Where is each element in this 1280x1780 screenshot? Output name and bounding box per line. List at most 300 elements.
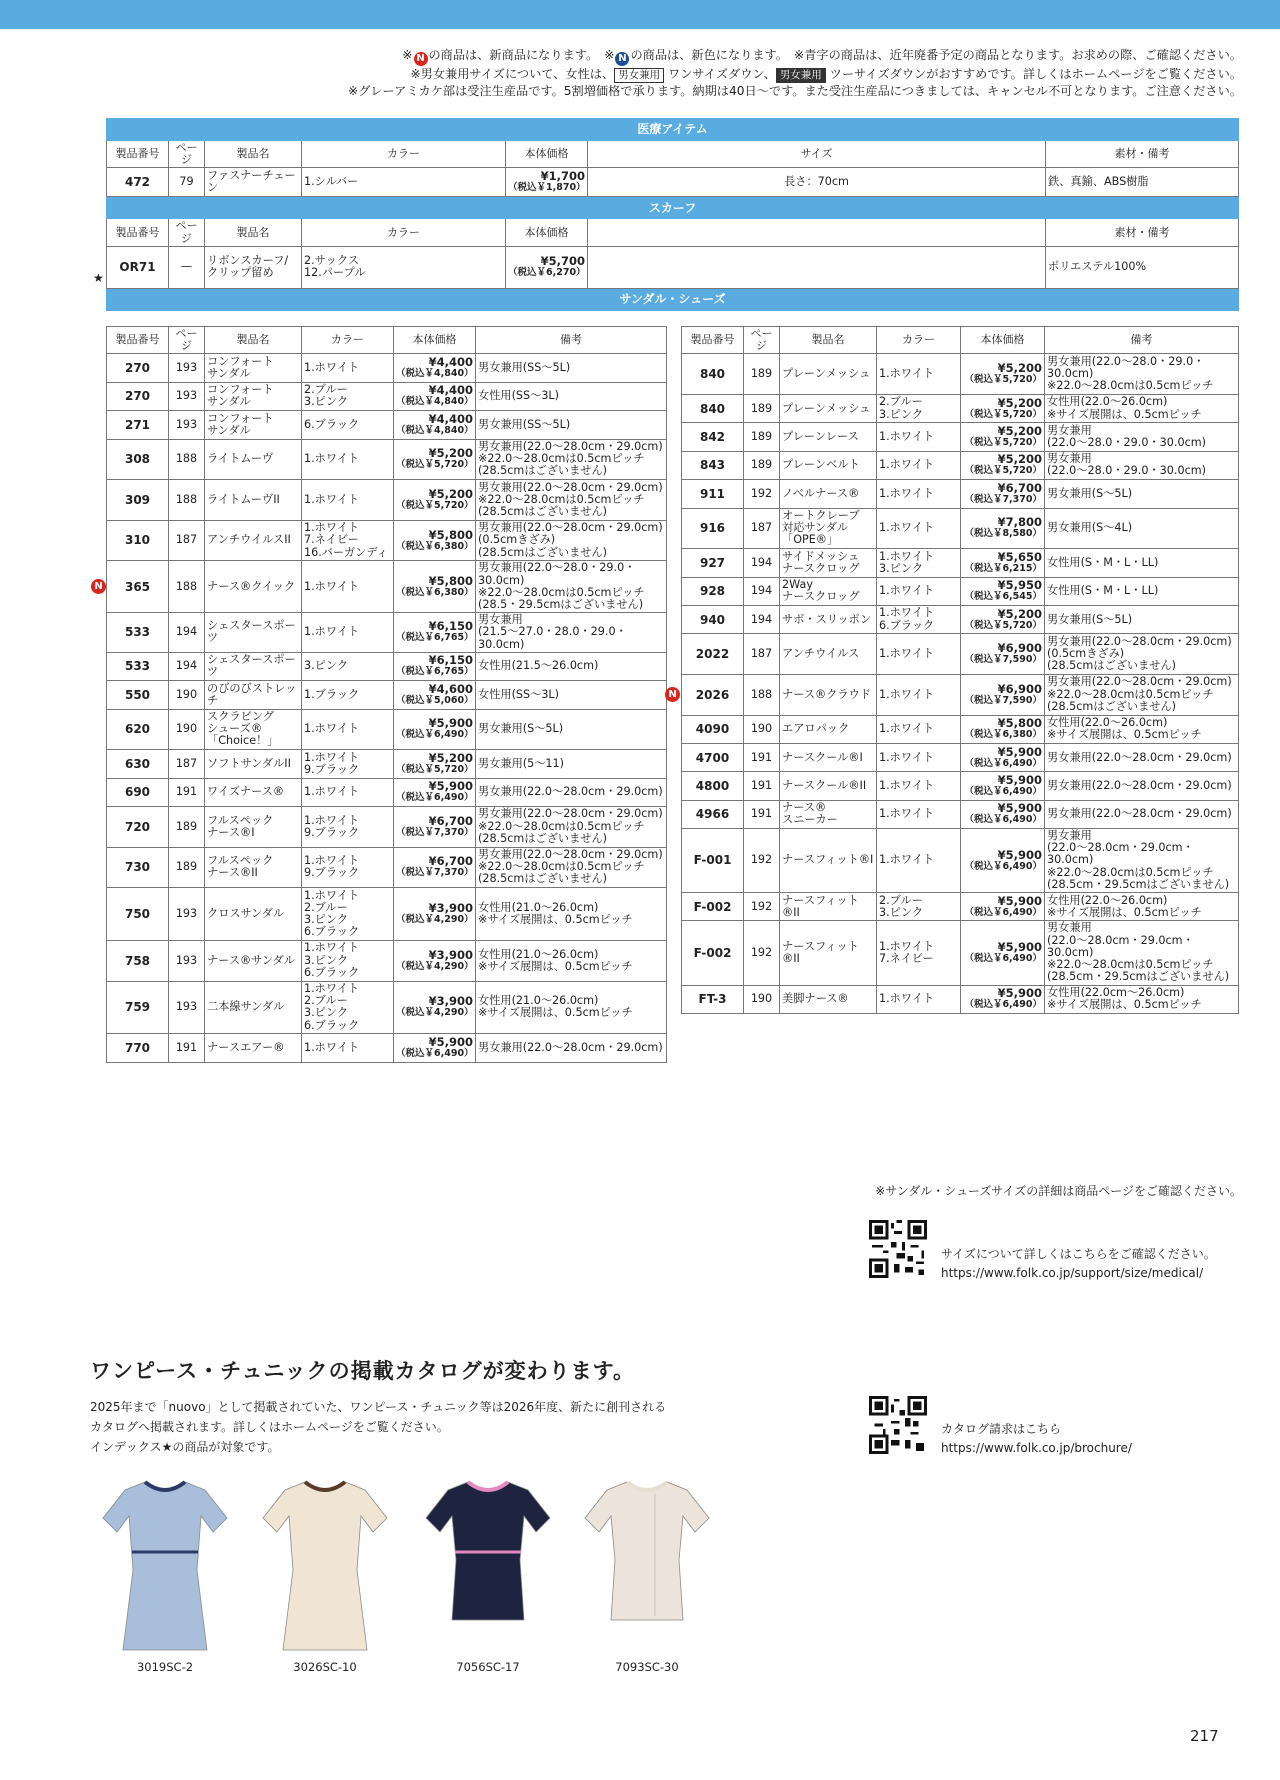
col-color: カラー	[302, 141, 506, 168]
product-color: 1.ホワイト 3.ピンク	[877, 549, 961, 577]
product-name: サイドメッシュ ナースクロッグ	[780, 549, 877, 577]
table-row	[682, 451, 1239, 479]
product-remarks: 男女兼用(22.0〜28.0cm・29.0cm) (0.5cmきざみ) (28.5cmはございません)	[476, 520, 667, 561]
product-remarks: 男女兼用(22.0〜28.0cm・29.0cm) (0.5cmきざみ) (28.5cmはございません)	[1045, 634, 1239, 675]
product-color: 1.ホワイト	[877, 715, 961, 743]
product-remarks: 男女兼用(22.0〜28.0・29.0・30.0cm) ※22.0〜28.0cmは0.5cmピッチ (28.5・29.5cmはございません)	[476, 561, 667, 613]
product-code-caption: 7093SC-30	[615, 1660, 679, 1674]
product-name: 二本線サンダル	[205, 981, 302, 1034]
product-price: ¥5,900 （税込￥6,490）	[961, 772, 1045, 800]
product-remarks: 男女兼用(S〜5L)	[476, 709, 667, 750]
product-price: ¥5,200 （税込￥5,720）	[961, 423, 1045, 451]
table-row	[682, 605, 1239, 633]
product-code: 4966	[682, 800, 744, 828]
catalog-link-block: カタログ請求はこちら https://www.folk.co.jp/brochure/	[941, 1420, 1132, 1458]
product-color: 1.ホワイト 9.ブラック	[302, 750, 394, 778]
page-ref: 192	[744, 893, 780, 921]
product-price: ¥5,950 （税込￥6,545）	[961, 577, 1045, 605]
catalog-heading: ワンピース・チュニックの掲載カタログが変わります。	[90, 1359, 635, 1383]
product-price: ¥4,400 （税込￥4,840）	[394, 411, 476, 439]
page-ref: 189	[169, 847, 205, 888]
page-number: 217	[1190, 1727, 1219, 1745]
product-image-3019sc-2	[95, 1470, 235, 1660]
notice-line-2: ※男女兼用サイズについて、女性は、 男女兼用 ワンサイズダウン、 男女兼用 ツーサイズダウンがおすすめです。詳しくはホームページをご覧ください。	[410, 67, 1242, 81]
product-image-7056sc-17	[418, 1470, 558, 1660]
size-link-url[interactable]: https://www.folk.co.jp/support/size/medical/	[941, 1266, 1204, 1280]
product-price: ¥5,800 （税込￥6,380）	[394, 561, 476, 613]
table-row	[682, 743, 1239, 771]
dress-body	[103, 1482, 227, 1650]
product-remarks: 女性用(21.0〜26.0cm) ※サイズ展開は、0.5cmピッチ	[476, 888, 667, 941]
product-price: ¥6,700 （税込￥7,370）	[394, 806, 476, 847]
dress-body	[585, 1482, 709, 1620]
product-code: 720	[107, 806, 169, 847]
product-code: 533	[107, 652, 169, 680]
table-row	[107, 168, 1239, 197]
product-remarks: 男女兼用(22.0〜28.0cm・29.0cm) ※22.0〜28.0cmは0.5cmピッチ (28.5cmはございません)	[476, 439, 667, 480]
product-code: 4700	[682, 743, 744, 771]
page-ref: 79	[169, 168, 205, 197]
product-color: 1.ホワイト	[302, 354, 394, 382]
product-name: プレーンレース	[780, 423, 877, 451]
table-row	[107, 520, 667, 561]
product-price: ¥5,200 （税込￥5,720）	[394, 480, 476, 521]
product-code-caption: 3026SC-10	[293, 1660, 357, 1674]
product-code: 2026	[682, 674, 744, 715]
product-remarks: 男女兼用(SS〜5L)	[476, 411, 667, 439]
product-code: 690	[107, 778, 169, 806]
product-name: ナースエアー®	[205, 1034, 302, 1062]
product-color: 1.ホワイト 9.ブラック	[302, 806, 394, 847]
product-price: ¥4,400 （税込￥4,840）	[394, 354, 476, 382]
product-code: 630	[107, 750, 169, 778]
product-price: ¥6,900 （税込￥7,590）	[961, 634, 1045, 675]
page-ref: 194	[169, 652, 205, 680]
table-row	[682, 921, 1239, 985]
product-color: 2.ブルー 3.ピンク	[877, 395, 961, 423]
product-code: 2022	[682, 634, 744, 675]
page-ref: 188	[169, 439, 205, 480]
product-code: 840	[682, 395, 744, 423]
size-qr-code[interactable]	[869, 1220, 927, 1278]
product-name: リボンスカーフ/ クリップ留め	[205, 246, 302, 288]
col-name: 製品名	[205, 141, 302, 168]
page-ref: 193	[169, 354, 205, 382]
product-code: 842	[682, 423, 744, 451]
product-code: 840	[682, 354, 744, 395]
table-row	[107, 940, 667, 981]
product-remarks: 男女兼用(22.0〜28.0cm・29.0cm)	[1045, 772, 1239, 800]
notice-block	[92, 47, 1242, 100]
product-price: ¥5,900 （税込￥6,490）	[961, 893, 1045, 921]
col-code: 製品番号	[107, 141, 169, 168]
product-remarks: 男女兼用 (22.0〜28.0cm・29.0cm・30.0cm) ※22.0〜28.0cmは0.5cmピッチ (28.5cm・29.5cmはございません)	[1045, 921, 1239, 985]
sandal-size-footnote: ※サンダル・シューズサイズの詳細は商品ページをご確認ください。	[875, 1184, 1242, 1198]
product-remarks: 男女兼用 (22.0〜28.0・29.0・30.0cm)	[1045, 451, 1239, 479]
sandal-section-title: サンダル・シューズ	[107, 288, 1239, 310]
product-name: ソフトサンダルII	[205, 750, 302, 778]
product-name: シェスタースポーツ	[205, 652, 302, 680]
product-color: 1.ホワイト	[877, 674, 961, 715]
product-color: 1.ホワイト	[877, 985, 961, 1013]
product-name: エアロパック	[780, 715, 877, 743]
page-ref: 189	[744, 354, 780, 395]
col-material: 素材・備考	[1046, 141, 1239, 168]
product-name: ワイズナース®	[205, 778, 302, 806]
page-ref: 192	[744, 480, 780, 508]
table-row	[107, 411, 667, 439]
table-row	[107, 681, 667, 709]
product-code: F-001	[682, 829, 744, 893]
product-name: コンフォート サンダル	[205, 411, 302, 439]
page-ref: 187	[169, 750, 205, 778]
product-color: 2.サックス 12.パープル	[302, 246, 506, 288]
product-material: ポリエステル100%	[1046, 246, 1239, 288]
product-code: 550	[107, 681, 169, 709]
page-ref: 189	[744, 423, 780, 451]
page-ref: 190	[744, 715, 780, 743]
new-color-badge: N	[615, 52, 629, 66]
product-name: ナースクール®I	[780, 743, 877, 771]
product-remarks: 男女兼用 (21.5〜27.0・28.0・29.0・30.0cm)	[476, 613, 667, 653]
product-remarks: 女性用(SS〜3L)	[476, 382, 667, 410]
product-remarks: 女性用(SS〜3L)	[476, 681, 667, 709]
page-ref: 193	[169, 981, 205, 1034]
product-remarks: 女性用(22.0〜26.0cm) ※サイズ展開は、0.5cmピッチ	[1045, 395, 1239, 423]
product-color: 1.ホワイト	[877, 480, 961, 508]
product-price: ¥6,700 （税込￥7,370）	[961, 480, 1045, 508]
product-size: 長さ：70cm	[588, 168, 1046, 197]
page-ref: —	[169, 246, 205, 288]
product-code: 620	[107, 709, 169, 750]
product-color: 1.ホワイト 7.ネイビー 16.バーガンディ	[302, 520, 394, 561]
product-price: ¥6,150 （税込￥6,765）	[394, 613, 476, 653]
table-row	[682, 508, 1239, 549]
product-color: 1.ホワイト 3.ピンク 6.ブラック	[302, 940, 394, 981]
product-code: OR71	[107, 246, 169, 288]
product-price: ¥5,200 （税込￥5,720）	[961, 395, 1045, 423]
product-code: 928	[682, 577, 744, 605]
page-ref: 193	[169, 382, 205, 410]
product-name: アンチウイルス	[780, 634, 877, 675]
page-ref: 191	[169, 1034, 205, 1062]
product-color: 1.ホワイト	[877, 800, 961, 828]
product-color: 1.ホワイト	[302, 439, 394, 480]
product-remarks: 女性用(S・M・L・LL)	[1045, 577, 1239, 605]
table-row	[682, 985, 1239, 1013]
product-code-caption: 3019SC-2	[136, 1660, 194, 1674]
product-code: 843	[682, 451, 744, 479]
product-code: 758	[107, 940, 169, 981]
product-name: ナース®クイック	[205, 561, 302, 613]
product-color: 1.ホワイト	[877, 829, 961, 893]
col-price: 本体価格	[506, 141, 588, 168]
product-name: ナースフィット®II	[780, 893, 877, 921]
unisex-tag-outline: 男女兼用	[614, 68, 664, 83]
product-name: のびのびストレッチ	[205, 681, 302, 709]
table-row	[107, 981, 667, 1034]
product-name: オートクレーブ 対応サンダル 「OPE®」	[780, 508, 877, 549]
product-price: ¥6,900 （税込￥7,590）	[961, 674, 1045, 715]
table-row	[107, 888, 667, 941]
product-name: フルスペック ナース®I	[205, 806, 302, 847]
page-ref: 191	[744, 772, 780, 800]
table-row	[107, 439, 667, 480]
product-remarks: 男女兼用(22.0〜28.0cm・29.0cm)	[1045, 800, 1239, 828]
product-color: 2.ブルー 3.ピンク	[877, 893, 961, 921]
product-remarks: 男女兼用(22.0〜28.0cm・29.0cm) ※22.0〜28.0cmは0.5cmピッチ (28.5cmはございません)	[476, 806, 667, 847]
product-code: 4800	[682, 772, 744, 800]
table-row	[682, 634, 1239, 675]
product-image-7093sc-30	[577, 1470, 717, 1660]
new-product-mark: N	[665, 687, 680, 702]
product-price: ¥5,200 （税込￥5,720）	[394, 439, 476, 480]
product-price: ¥5,900 （税込￥6,490）	[394, 709, 476, 750]
page-ref: 190	[169, 681, 205, 709]
product-color: 1.ブラック	[302, 681, 394, 709]
product-name: プレーンメッシュ	[780, 395, 877, 423]
product-name: コンフォート サンダル	[205, 354, 302, 382]
table-row	[682, 577, 1239, 605]
table-row	[107, 652, 667, 680]
product-name: ライトムーヴII	[205, 480, 302, 521]
product-price: ¥5,900 （税込￥6,490）	[961, 743, 1045, 771]
product-code: 911	[682, 480, 744, 508]
page-ref: 188	[169, 480, 205, 521]
product-price: ¥5,650 （税込￥6,215）	[961, 549, 1045, 577]
product-name: ナースフィット®II	[780, 921, 877, 985]
product-name: アンチウイルスII	[205, 520, 302, 561]
product-price: ¥5,900 （税込￥6,490）	[394, 1034, 476, 1062]
product-price: ¥6,700 （税込￥7,370）	[394, 847, 476, 888]
page-ref: 192	[744, 921, 780, 985]
product-remarks: 男女兼用(22.0〜28.0cm・29.0cm) ※22.0〜28.0cmは0.5cmピッチ (28.5cmはございません)	[476, 847, 667, 888]
star-index-mark: ★	[93, 271, 104, 285]
product-code: F-002	[682, 921, 744, 985]
product-image-3026sc-10	[255, 1470, 395, 1660]
page-ref: 187	[744, 508, 780, 549]
sandal-table-right: 製品番号 ページ 製品名 カラー 本体価格 備考 840 189 プレーンメッシュ 1.ホワイト ¥5,200 （税込￥5,720） 男女兼用(22.0〜28.0・29.0・ 30.0cm) ※22.0〜28.0cmは0.5cmピッチ 840 189 プレーンメッシュ 2.ブルー 3.ピンク ¥5,200 （税込￥5,720） 女性用(22.0〜26.0cm) ※サイズ展開は、0.5cmピッチ 842 189 プレーンレース 1.ホワイト ¥5,200 （税込￥5,720） 男女兼用 (22.0〜28.0・29.0・30.0cm) 843 189 プレーンベルト 1.ホワイト ¥5,200 （税込￥5,720） 男女兼用 (22.0〜28.0・29.0・30.0cm) 911 192 ノベルナース® 1.ホワイト ¥6,700 （税込￥7,370） 男女兼用(S〜5L) 916 187 オートクレーブ 対応サンダル 「OPE®」 1.ホワイト ¥7,800 （税込￥8,580） 男女兼用(S〜4L) 927 194 サイドメッシュ ナースクロッグ 1.ホワイト 3.ピンク ¥5,650 （税込￥6,215） 女性用(S・M・L・LL) 928 194 2Way ナースクロッグ 1.ホワイト ¥5,950 （税込￥6,545） 女性用(S・M・L・LL) 940 194 サボ・スリッポン 1.ホワイト 6.ブラック ¥5,200 （税込￥5,720） 男女兼用(S〜5L) 2022 187 アンチウイルス 1.ホワイト ¥6,900 （税込￥7,590） 男女兼用(22.0〜28.0cm・29.0cm) (0.5cmきざみ) (28.5cmはございません) 2026 188 ナース®クラウド 1.ホワイト ¥6,900 （税込￥7,590） 男女兼用(22.0〜28.0cm・29.0cm) ※22.0〜28.0cmは0.5cmピッチ (28.5cmはございません) 4090 190 エアロパック 1.ホワイト ¥5,800 （税込￥6,380） 女性用(22.0〜26.0cm) ※サイズ展開は、0.5cmピッチ 4700 191 ナースクール®I 1.ホワイト ¥5,900 （税込￥6,490） 男女兼用(22.0〜28.0cm・29.0cm) 4800 191 ナースクール®II 1.ホワイト ¥5,900 （税込￥6,490） 男女兼用(22.0〜28.0cm・29.0cm) 4966 191 ナース® スニーカー 1.ホワイト ¥5,900 （税込￥6,490） 男女兼用(22.0〜28.0cm・29.0cm) F-001 192 ナースフィット®I 1.ホワイト ¥5,900 （税込￥6,490） 男女兼用 (22.0〜28.0cm・29.0cm・30.0cm) ※22.0〜28.0cmは0.5cmピッチ (28.5cm・29.5cmはございません) F-002 192 ナースフィット®II 2.ブルー 3.ピンク ¥5,900 （税込￥6,490） 女性用(22.0〜26.0cm) ※サイズ展開は、0.5cmピッチ F-002 192 ナースフィット®II 1.ホワイト 7.ネイビー ¥5,900 （税込￥6,490） 男女兼用 (22.0〜28.0cm・29.0cm・30.0cm) ※22.0〜28.0cmは0.5cmピッチ (28.5cm・29.5cmはございません) FT-3 190 美脚ナース® 1.ホワイト ¥5,900 （税込￥6,490） 女性用(22.0cm〜26.0cm) ※サイズ展開は、0.5cmピッチ	[681, 326, 1239, 1014]
sandal-table-left: 製品番号 ページ 製品名 カラー 本体価格 備考 270 193 コンフォート サンダル 1.ホワイト ¥4,400 （税込￥4,840） 男女兼用(SS〜5L) 270 193 コンフォート サンダル 2.ブルー 3.ピンク ¥4,400 （税込￥4,840） 女性用(SS〜3L) 271 193 コンフォート サンダル 6.ブラック ¥4,400 （税込￥4,840） 男女兼用(SS〜5L) 308 188 ライトムーヴ 1.ホワイト ¥5,200 （税込￥5,720） 男女兼用(22.0〜28.0cm・29.0cm) ※22.0〜28.0cmは0.5cmピッチ (28.5cmはございません) 309 188 ライトムーヴII 1.ホワイト ¥5,200 （税込￥5,720） 男女兼用(22.0〜28.0cm・29.0cm) ※22.0〜28.0cmは0.5cmピッチ (28.5cmはございません) 310 187 アンチウイルスII 1.ホワイト 7.ネイビー 16.バーガンディ ¥5,800 （税込￥6,380） 男女兼用(22.0〜28.0cm・29.0cm) (0.5cmきざみ) (28.5cmはございません) 365 188 ナース®クイック 1.ホワイト ¥5,800 （税込￥6,380） 男女兼用(22.0〜28.0・29.0・30.0cm) ※22.0〜28.0cmは0.5cmピッチ (28.5・29.5cmはございません) 533 194 シェスタースポーツ 1.ホワイト ¥6,150 （税込￥6,765） 男女兼用 (21.5〜27.0・28.0・29.0・30.0cm) 533 194 シェスタースポーツ 3.ピンク ¥6,150 （税込￥6,765） 女性用(21.5〜26.0cm) 550 190 のびのびストレッチ 1.ブラック ¥4,600 （税込￥5,060） 女性用(SS〜3L) 620 190 スクラビング シューズ® 「Choice！」 1.ホワイト ¥5,900 （税込￥6,490） 男女兼用(S〜5L) 630 187 ソフトサンダルII 1.ホワイト 9.ブラック ¥5,200 （税込￥5,720） 男女兼用(5〜11) 690 191 ワイズナース® 1.ホワイト ¥5,900 （税込￥6,490） 男女兼用(22.0〜28.0cm・29.0cm) 720 189 フルスペック ナース®I 1.ホワイト 9.ブラック ¥6,700 （税込￥7,370） 男女兼用(22.0〜28.0cm・29.0cm) ※22.0〜28.0cmは0.5cmピッチ (28.5cmはございません) 730 189 フルスペック ナース®II 1.ホワイト 9.ブラック ¥6,700 （税込￥7,370） 男女兼用(22.0〜28.0cm・29.0cm) ※22.0〜28.0cmは0.5cmピッチ (28.5cmはございません) 750 193 クロスサンダル 1.ホワイト 2.ブルー 3.ピンク 6.ブラック ¥3,900 （税込￥4,290） 女性用(21.0〜26.0cm) ※サイズ展開は、0.5cmピッチ 758 193 ナース®サンダル 1.ホワイト 3.ピンク 6.ブラック ¥3,900 （税込￥4,290） 女性用(21.0〜26.0cm) ※サイズ展開は、0.5cmピッチ 759 193 二本線サンダル 1.ホワイト 2.ブルー 3.ピンク 6.ブラック ¥3,900 （税込￥4,290） 女性用(21.0〜26.0cm) ※サイズ展開は、0.5cmピッチ 770 191 ナースエアー® 1.ホワイト ¥5,900 （税込￥6,490） 男女兼用(22.0〜28.0cm・29.0cm)	[106, 326, 667, 1063]
product-code: 270	[107, 354, 169, 382]
product-price: ¥5,900 （税込￥6,490）	[961, 921, 1045, 985]
product-remarks: 男女兼用 (22.0〜28.0cm・29.0cm・30.0cm) ※22.0〜28.0cmは0.5cmピッチ (28.5cm・29.5cmはございません)	[1045, 829, 1239, 893]
product-color: 1.ホワイト	[877, 772, 961, 800]
page-ref: 194	[744, 605, 780, 633]
product-code: 309	[107, 480, 169, 521]
table-row	[682, 423, 1239, 451]
product-name: ナース®サンダル	[205, 940, 302, 981]
table-row	[682, 354, 1239, 395]
product-remarks: 男女兼用(5〜11)	[476, 750, 667, 778]
product-remarks: 女性用(22.0cm〜26.0cm) ※サイズ展開は、0.5cmピッチ	[1045, 985, 1239, 1013]
product-color: 1.ホワイト 2.ブルー 3.ピンク 6.ブラック	[302, 981, 394, 1034]
product-remarks: 女性用(21.0〜26.0cm) ※サイズ展開は、0.5cmピッチ	[476, 940, 667, 981]
product-code: FT-3	[682, 985, 744, 1013]
catalog-link-url[interactable]: https://www.folk.co.jp/brochure/	[941, 1441, 1132, 1455]
table-row	[107, 480, 667, 521]
product-code: 365	[107, 561, 169, 613]
product-color: 1.ホワイト	[877, 354, 961, 395]
product-name: スクラビング シューズ® 「Choice！」	[205, 709, 302, 750]
notice-line-1: ※ N の商品は、新商品になります。 ※ N の商品は、新色になります。 ※青字の商品は、近年廃番予定の商品となります。お求めの際、ご確認ください。	[402, 48, 1242, 64]
table-row	[682, 715, 1239, 743]
table-row	[107, 847, 667, 888]
product-price: ¥6,150 （税込￥6,765）	[394, 652, 476, 680]
page-ref: 190	[744, 985, 780, 1013]
product-remarks: 女性用(21.5〜26.0cm)	[476, 652, 667, 680]
product-color: 1.シルバー	[302, 168, 506, 197]
page-ref: 188	[169, 561, 205, 613]
new-product-badge: N	[414, 52, 428, 66]
table-row	[107, 750, 667, 778]
table-row	[107, 709, 667, 750]
product-price: ¥5,700 （税込￥6,270）	[506, 246, 588, 288]
product-remarks: 女性用(22.0〜26.0cm) ※サイズ展開は、0.5cmピッチ	[1045, 893, 1239, 921]
product-price: ¥5,900 （税込￥6,490）	[394, 778, 476, 806]
product-price: ¥5,800 （税込￥6,380）	[961, 715, 1045, 743]
product-code: 533	[107, 613, 169, 653]
product-price: ¥5,200 （税込￥5,720）	[961, 354, 1045, 395]
product-name: シェスタースポーツ	[205, 613, 302, 653]
table-row	[682, 674, 1239, 715]
product-price: ¥5,200 （税込￥5,720）	[961, 605, 1045, 633]
product-name: ファスナーチェーン	[205, 168, 302, 197]
product-color: 1.ホワイト	[877, 743, 961, 771]
product-price: ¥3,900 （税込￥4,290）	[394, 981, 476, 1034]
medical-section-title: 医療アイテム	[107, 119, 1239, 141]
table-row	[682, 480, 1239, 508]
page-ref: 190	[169, 709, 205, 750]
product-price: ¥3,900 （税込￥4,290）	[394, 888, 476, 941]
page-ref: 193	[169, 888, 205, 941]
table-row	[107, 613, 667, 653]
product-code: 270	[107, 382, 169, 410]
product-code: 770	[107, 1034, 169, 1062]
product-material: 鉄、真鍮、ABS樹脂	[1046, 168, 1239, 197]
product-name: プレーンメッシュ	[780, 354, 877, 395]
product-price: ¥5,200 （税込￥5,720）	[394, 750, 476, 778]
product-code: F-002	[682, 893, 744, 921]
product-color: 1.ホワイト	[302, 480, 394, 521]
notice-line-3: ※グレーアミカケ部は受注生産品です。5割増価格で承ります。納期は40日〜です。また受注生産品につきましては、キャンセル不可となります。ご注意ください。	[347, 84, 1242, 98]
product-color: 3.ピンク	[302, 652, 394, 680]
catalog-paragraph: 2025年まで「nuovo」として掲載されていた、ワンピース・チュニック等は2026年度、新たに創刊される カタログへ掲載されます。詳しくはホームページをご覧ください。 インデックス★の商品が対象です。	[90, 1400, 667, 1454]
table-row	[682, 893, 1239, 921]
product-code: 916	[682, 508, 744, 549]
product-price: ¥3,900 （税込￥4,290）	[394, 940, 476, 981]
product-code: 927	[682, 549, 744, 577]
product-name: ナース® スニーカー	[780, 800, 877, 828]
product-code: 310	[107, 520, 169, 561]
product-remarks: 男女兼用(22.0〜28.0cm・29.0cm) ※22.0〜28.0cmは0.5cmピッチ (28.5cmはございません)	[1045, 674, 1239, 715]
product-color: 1.ホワイト 7.ネイビー	[877, 921, 961, 985]
new-product-mark: N	[91, 579, 106, 594]
page-ref: 191	[744, 743, 780, 771]
product-code: 4090	[682, 715, 744, 743]
table-row	[107, 354, 667, 382]
page-ref: 189	[169, 806, 205, 847]
product-color: 1.ホワイト	[877, 451, 961, 479]
unisex-tag-filled: 男女兼用	[776, 68, 826, 83]
product-color: 1.ホワイト	[877, 508, 961, 549]
product-code: 271	[107, 411, 169, 439]
product-price: ¥5,900 （税込￥6,490）	[961, 829, 1045, 893]
product-color: 1.ホワイト	[877, 577, 961, 605]
top-color-bar	[0, 0, 1280, 29]
product-color: 1.ホワイト	[877, 423, 961, 451]
product-remarks: 男女兼用(SS〜5L)	[476, 354, 667, 382]
product-name: コンフォート サンダル	[205, 382, 302, 410]
table-row	[107, 806, 667, 847]
product-name: 2Way ナースクロッグ	[780, 577, 877, 605]
product-color: 1.ホワイト	[302, 709, 394, 750]
page-ref: 191	[169, 778, 205, 806]
product-name: ノベルナース®	[780, 480, 877, 508]
table-row	[682, 800, 1239, 828]
product-price: ¥1,700 （税込￥1,870）	[506, 168, 588, 197]
product-remarks: 男女兼用(22.0〜28.0cm・29.0cm) ※22.0〜28.0cmは0.5cmピッチ (28.5cmはございません)	[476, 480, 667, 521]
product-code: 750	[107, 888, 169, 941]
product-price: ¥5,900 （税込￥6,490）	[961, 985, 1045, 1013]
page-ref: 192	[744, 829, 780, 893]
product-color: 1.ホワイト	[877, 634, 961, 675]
page-ref: 193	[169, 411, 205, 439]
product-remarks: 女性用(S・M・L・LL)	[1045, 549, 1239, 577]
table-row	[682, 549, 1239, 577]
col-page: ページ	[169, 141, 205, 168]
catalog-qr-code[interactable]	[869, 1396, 927, 1454]
table-row	[107, 1034, 667, 1062]
page-ref: 191	[744, 800, 780, 828]
product-remarks: 男女兼用(22.0〜28.0cm・29.0cm)	[476, 1034, 667, 1062]
product-code: 940	[682, 605, 744, 633]
product-name: ナースクール®II	[780, 772, 877, 800]
product-color: 2.ブルー 3.ピンク	[302, 382, 394, 410]
product-remarks: 女性用(22.0〜26.0cm) ※サイズ展開は、0.5cmピッチ	[1045, 715, 1239, 743]
product-remarks: 男女兼用(22.0〜28.0・29.0・ 30.0cm) ※22.0〜28.0cmは0.5cmピッチ	[1045, 354, 1239, 395]
product-remarks: 男女兼用(S〜5L)	[1045, 605, 1239, 633]
table-row	[682, 395, 1239, 423]
product-name: ライトムーヴ	[205, 439, 302, 480]
product-name: ナース®クラウド	[780, 674, 877, 715]
product-color: 1.ホワイト 9.ブラック	[302, 847, 394, 888]
product-name: ナースフィット®I	[780, 829, 877, 893]
page-ref: 187	[169, 520, 205, 561]
page-ref: 194	[744, 577, 780, 605]
product-color: 1.ホワイト	[302, 1034, 394, 1062]
product-price: ¥4,600 （税込￥5,060）	[394, 681, 476, 709]
product-remarks: 男女兼用 (22.0〜28.0・29.0・30.0cm)	[1045, 423, 1239, 451]
table-row	[107, 561, 667, 613]
col-size: サイズ	[588, 141, 1046, 168]
product-name: プレーンベルト	[780, 451, 877, 479]
product-color: 6.ブラック	[302, 411, 394, 439]
product-price: ¥5,800 （税込￥6,380）	[394, 520, 476, 561]
page-ref: 189	[744, 451, 780, 479]
product-name: 美脚ナース®	[780, 985, 877, 1013]
product-color: 1.ホワイト	[302, 561, 394, 613]
page-ref: 189	[744, 395, 780, 423]
product-code: 308	[107, 439, 169, 480]
product-color: 1.ホワイト	[302, 613, 394, 653]
product-color: 1.ホワイト 2.ブルー 3.ピンク 6.ブラック	[302, 888, 394, 941]
product-color: 1.ホワイト	[302, 778, 394, 806]
product-color: 1.ホワイト 6.ブラック	[877, 605, 961, 633]
product-remarks: 男女兼用(S〜5L)	[1045, 480, 1239, 508]
page-ref: 194	[744, 549, 780, 577]
product-price: ¥7,800 （税込￥8,580）	[961, 508, 1045, 549]
